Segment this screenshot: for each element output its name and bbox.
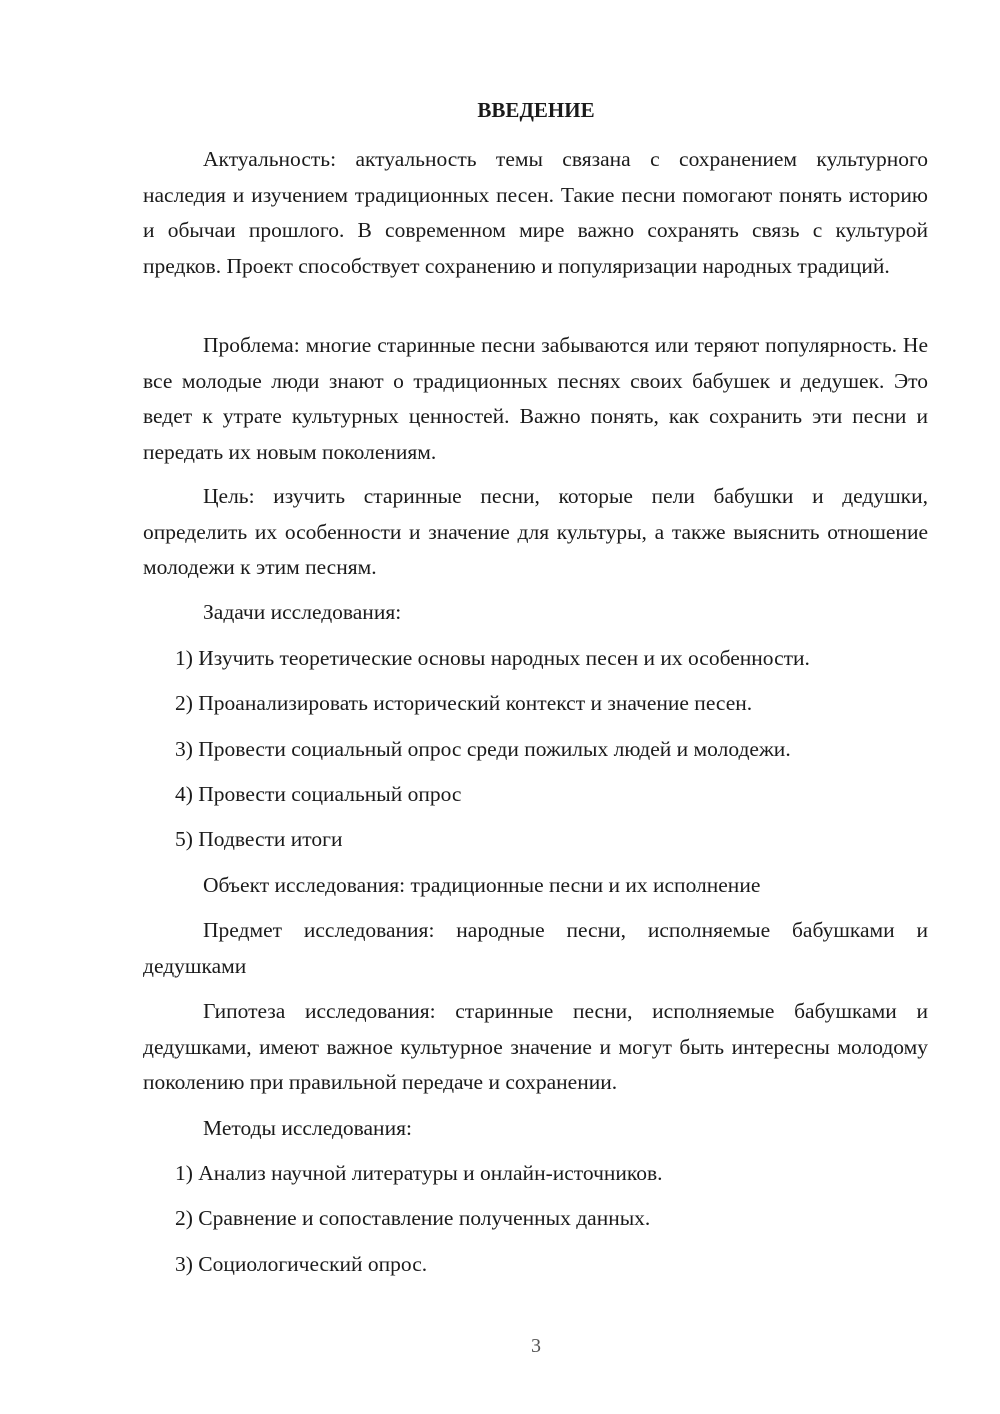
page-number: 3 xyxy=(531,1335,541,1357)
task-item-1: 1) Изучить теоретические основы народных песен и их особенности. xyxy=(175,646,810,670)
methods-title: Методы исследования: xyxy=(203,1116,412,1140)
research-object: Объект исследования: традиционные песни и их исполнение xyxy=(203,873,761,897)
relevance-paragraph: Актуальность: актуальность темы связана с сохранением культурного наследия и изучением традиционных песен. Такие песни помогают понять историю и обычаи прошлого. В современном мире важно сохранять связь с культурой предков. Проект способствует сохранению и популяризации народных традиций. xyxy=(143,147,928,278)
task-item-4: 4) Провести социальный опрос xyxy=(175,782,462,806)
goal-paragraph: Цель: изучить старинные песни, которые пели бабушки и дедушки, определить их особенности и значение для культуры, а также выяснить отношение молодежи к этим песням. xyxy=(143,484,928,579)
research-subject-paragraph: Предмет исследования: народные песни, исполняемые бабушками и дедушками xyxy=(143,918,928,978)
tasks-title: Задачи исследования: xyxy=(203,600,402,624)
task-item-5: 5) Подвести итоги xyxy=(175,827,343,851)
method-item-1: 1) Анализ научной литературы и онлайн-источников. xyxy=(175,1161,663,1185)
task-item-2: 2) Проанализировать исторический контекст и значение песен. xyxy=(175,691,753,715)
task-item-3: 3) Провести социальный опрос среди пожилых людей и молодежи. xyxy=(175,737,791,761)
problem-paragraph: Проблема: многие старинные песни забываются или теряют популярность. Не все молодые люди знают о традиционных песнях своих бабушек и дедушек. Это ведет к утрате культурных ценностей. Важно понять, как сохранить эти песни и передать их новым поколениям. xyxy=(143,333,928,464)
hypothesis-paragraph: Гипотеза исследования: старинные песни, исполняемые бабушками и дедушками, имеют важное культурное значение и могут быть интересны молодому поколению при правильной передаче и сохранении. xyxy=(143,999,928,1094)
method-item-2: 2) Сравнение и сопоставление полученных данных. xyxy=(175,1206,651,1230)
method-item-3: 3) Социологический опрос. xyxy=(175,1252,428,1276)
section-heading: ВВЕДЕНИЕ xyxy=(477,98,595,122)
